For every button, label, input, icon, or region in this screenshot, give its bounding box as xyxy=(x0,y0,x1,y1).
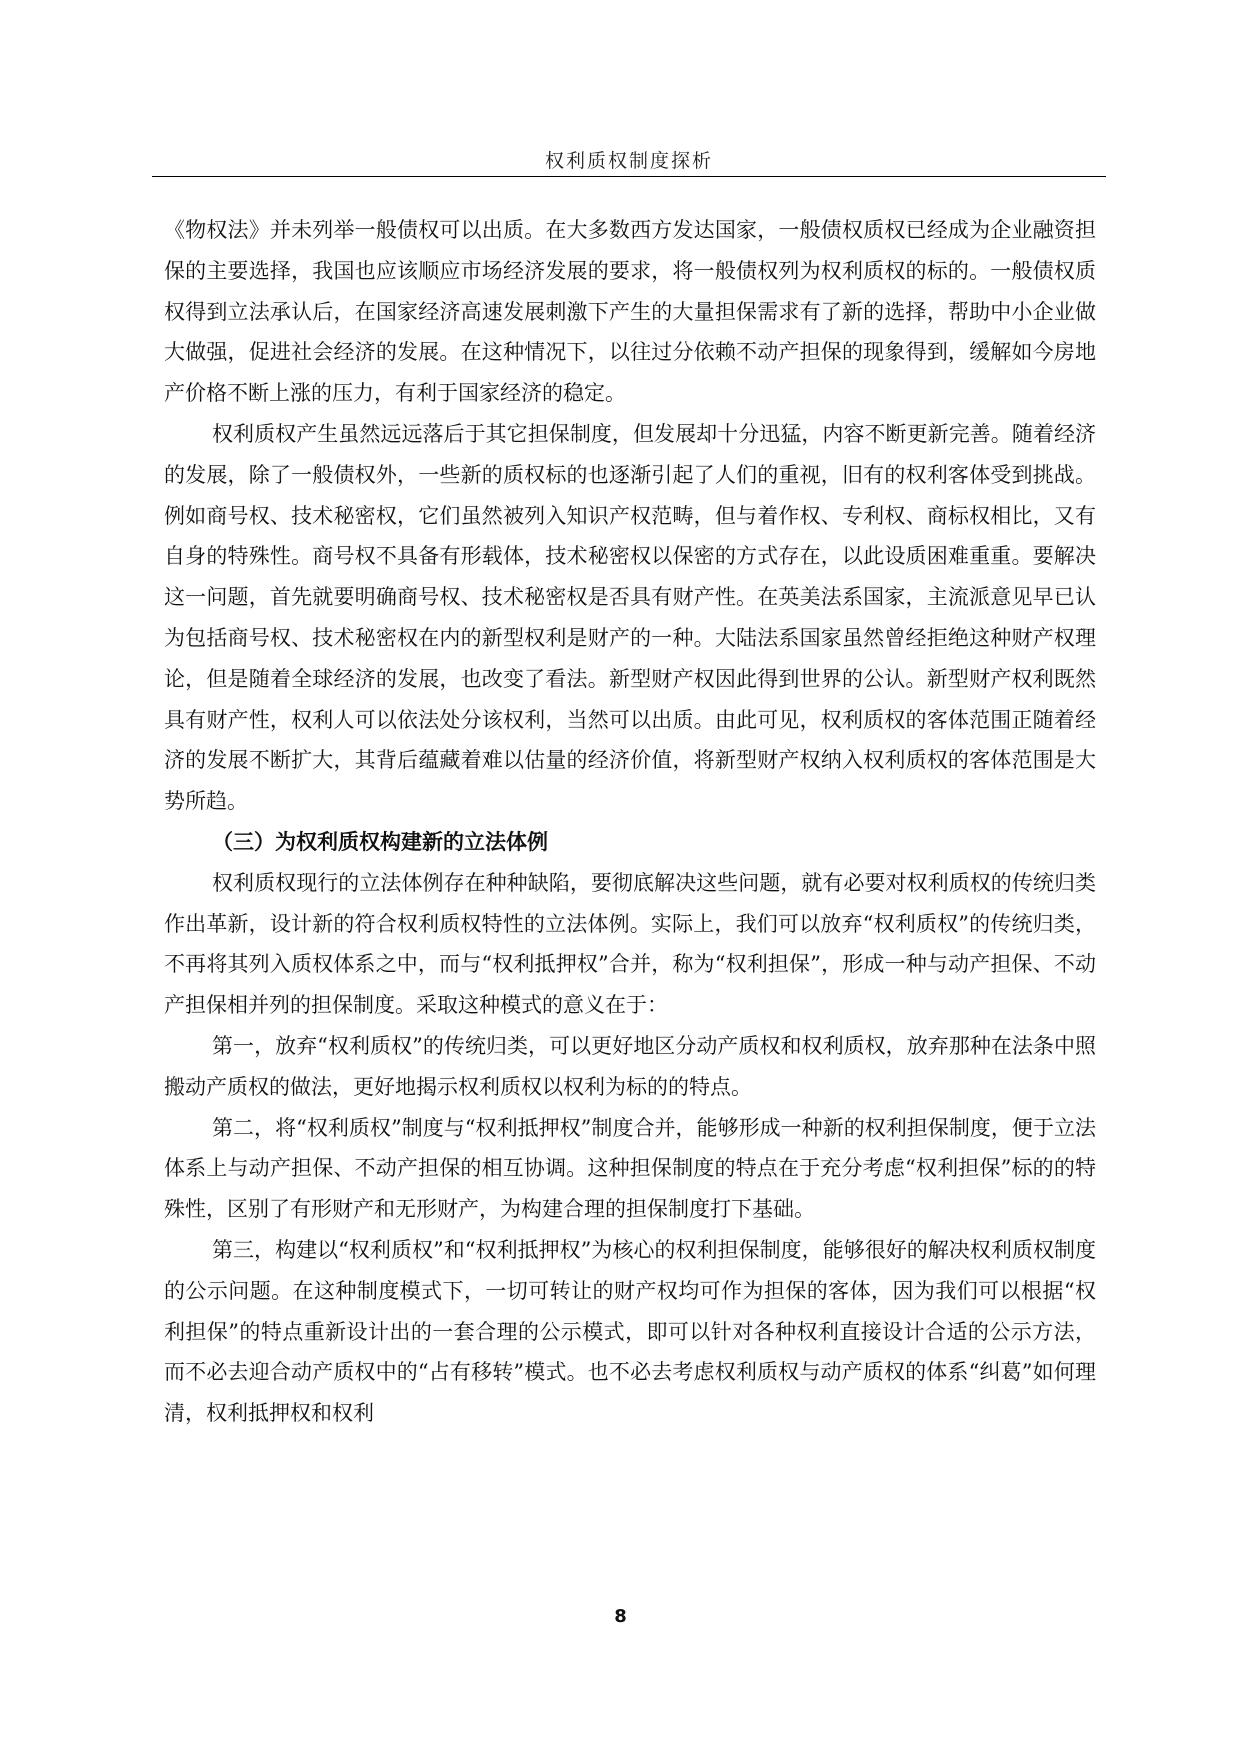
header-divider xyxy=(152,176,1106,177)
body-paragraph: 权利质权现行的立法体例存在种种缺陷，要彻底解决这些问题，就有必要对权利质权的传统归类作出革新，设计新的符合权利质权特性的立法体例。实际上，我们可以放弃“权利质权”的传统归类，不再将其列入质权体系之中，而与“权利抵押权”合并，称为“权利担保”，形成一种与动产担保、不动产担保相并列的担保制度。采取这种模式的意义在于： xyxy=(164,870,1096,1018)
page-body xyxy=(164,210,1096,1434)
section-heading: （三）为权利质权构建新的立法体例 xyxy=(212,829,548,854)
body-paragraph: 第一，放弃“权利质权”的传统归类，可以更好地区分动产质权和权利质权，放弃那种在法条中照搬动产质权的做法，更好地揭示权利质权以权利为标的的特点。 xyxy=(164,1033,1096,1099)
body-paragraph: 第三，构建以“权利质权”和“权利抵押权”为核心的权利担保制度，能够很好的解决权利质权制度的公示问题。在这种制度模式下，一切可转让的财产权均可作为担保的客体，因为我们可以根据“权利担保”的特点重新设计出的一套合理的公示模式，即可以针对各种权利直接设计合适的公示方法，而不必去迎合动产质权中的“占有移转”模式。也不必去考虑权利质权与动产质权的体系“纠葛”如何理清，权利抵押权和权利 xyxy=(164,1237,1096,1426)
body-paragraph: 第二，将“权利质权”制度与“权利抵押权”制度合并，能够形成一种新的权利担保制度，便于立法体系上与动产担保、不动产担保的相互协调。这种担保制度的特点在于充分考虑“权利担保”标的的特殊性，区别了有形财产和无形财产，为构建合理的担保制度打下基础。 xyxy=(164,1115,1096,1222)
body-paragraph: 权利质权产生虽然远远落后于其它担保制度，但发展却十分迅猛，内容不断更新完善。随着经济的发展，除了一般债权外，一些新的质权标的也逐渐引起了人们的重视，旧有的权利客体受到挑战。例如商号权、技术秘密权，它们虽然被列入知识产权范畴，但与着作权、专利权、商标权相比，又有自身的特殊性。商号权不具备有形载体，技术秘密权以保密的方式存在，以此设质困难重重。要解决这一问题，首先就要明确商号权、技术秘密权是否具有财产性。在英美法系国家，主流派意见早已认为包括商号权、技术秘密权在内的新型权利是财产的一种。大陆法系国家虽然曾经拒绝这种财产权理论，但是随着全球经济的发展，也改变了看法。新型财产权因此得到世界的公认。新型财产权利既然具有财产性，权利人可以依法处分该权利，当然可以出质。由此可见，权利质权的客体范围正随着经济的发展不断扩大，其背后蕴藏着难以估量的经济价值，将新型财产权纳入权利质权的客体范围是大势所趋。 xyxy=(164,421,1096,814)
page-number: 8 xyxy=(614,1606,627,1627)
running-header: 权利质权制度探析 xyxy=(544,150,713,172)
body-paragraph: 《物权法》并未列举一般债权可以出质。在大多数西方发达国家，一般债权质权已经成为企业融资担保的主要选择，我国也应该顺应市场经济发展的要求，将一般债权列为权利质权的标的。一般债权质权得到立法承认后，在国家经济高速发展刺激下产生的大量担保需求有了新的选择，帮助中小企业做大做强，促进社会经济的发展。在这种情况下，以往过分依赖不动产担保的现象得到，缓解如今房地产价格不断上涨的压力，有利于国家经济的稳定。 xyxy=(164,218,1096,406)
